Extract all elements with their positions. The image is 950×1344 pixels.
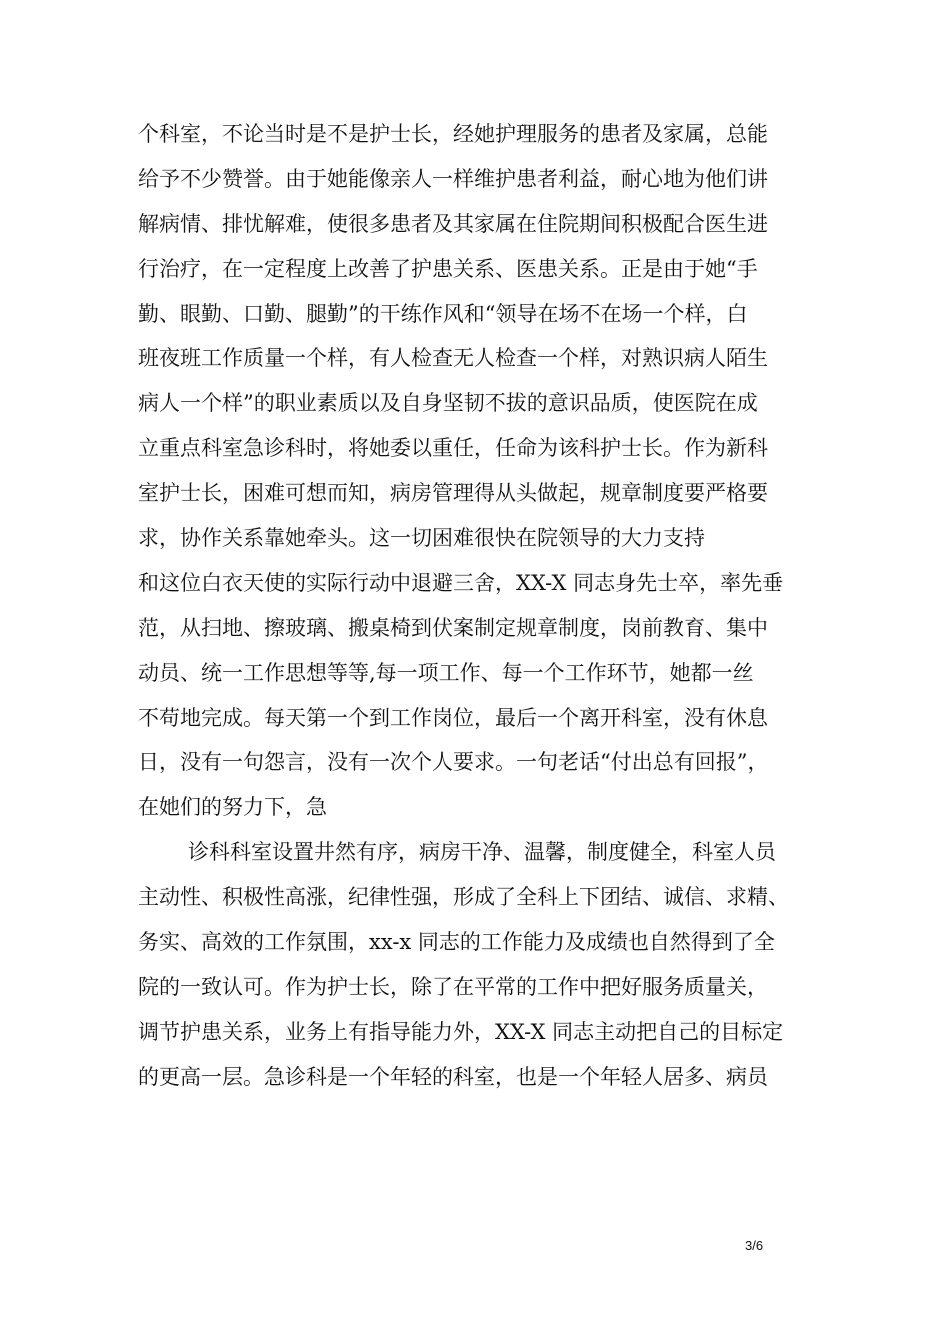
text-line: 诊科科室设置井然有序，病房干净、温馨，制度健全，科室人员 [188,840,776,865]
text-line: 不苟地完成。每天第一个到工作岗位，最后一个离开科室，没有休息 [138,705,768,730]
text-line: 班夜班工作质量一个样，有人检查无人检查一个样，对熟识病人陌生 [138,346,768,371]
text-line: 日，没有一句怨言，没有一次个人要求。一句老话“付出总有回报”， [138,750,769,775]
text-line: 立重点科室急诊科时，将她委以重任，任命为该科护士长。作为新科 [138,436,768,461]
body-text [138,112,838,1100]
page-number: 3/6 [745,1238,764,1253]
text-line: 范，从扫地、擦玻璃、搬桌椅到伏案制定规章制度，岗前教育、集中 [138,615,768,640]
text-line: 院的一致认可。作为护士长，除了在平常的工作中把好服务质量关， [138,974,768,999]
text-line: 行治疗，在一定程度上改善了护患关系、医患关系。正是由于她“手 [138,256,758,281]
text-line: 求，协作关系靠她牵头。这一切困难很快在院领导的大力支持 [138,526,705,551]
text-line: 务实、高效的工作氛围，xx-x 同志的工作能力及成绩也自然得到了全 [138,930,775,955]
text-line: 解病情、排忧解难，使很多患者及其家属在住院期间积极配合医生进 [138,211,768,236]
text-line: 在她们的努力下，急 [138,795,327,820]
text-line: 病人一个样”的职业素质以及自身坚韧不拔的意识品质，使医院在成 [138,391,758,416]
text-line: 和这位白衣天使的实际行动中退避三舍，XX-X 同志身先士卒，率先垂 [138,570,784,595]
text-line: 主动性、积极性高涨，纪律性强，形成了全科上下团结、诚信、求精、 [138,885,789,910]
text-line: 的更高一层。急诊科是一个年轻的科室，也是一个年轻人居多、病员 [138,1064,768,1089]
text-line: 勤、眼勤、口勤、腿勤”的干练作风和“领导在场不在场一个样，白 [138,301,748,326]
text-line: 动员、统一工作思想等等,每一项工作、每一个工作环节，她都一丝 [138,660,754,685]
text-line: 个科室，不论当时是不是护士长，经她护理服务的患者及家属，总能 [138,122,768,146]
text-line: 调节护患关系，业务上有指导能力外，XX-X 同志主动把自己的目标定 [138,1019,784,1044]
text-line: 室护士长，困难可想而知，病房管理得从头做起，规章制度要严格要 [138,481,768,506]
text-line: 给予不少赞誉。由于她能像亲人一样维护患者利益，耐心地为他们讲 [138,166,768,191]
